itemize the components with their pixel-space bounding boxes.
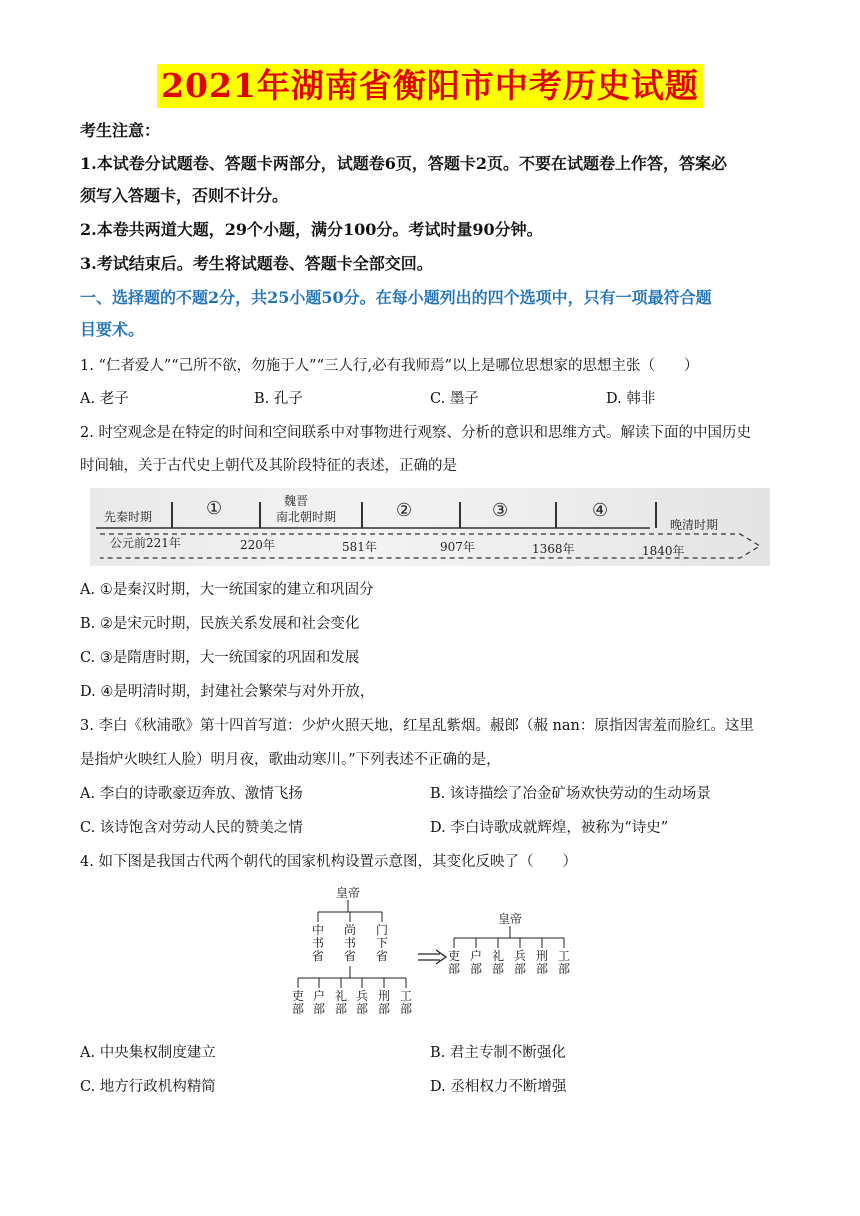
- q4-stem: 4. 如下图是我国古代两个朝代的国家机构设置示意图，其变化反映了（ ）: [80, 854, 577, 870]
- q2-option-d: D. ④是明清时期，封建社会繁荣与对外开放，: [80, 684, 375, 700]
- right-libu-label: 吏部: [447, 949, 460, 976]
- notice-item-2: 2.本卷共两道大题，29个小题，满分100分。考试时量90分钟。: [80, 220, 543, 239]
- q2-option-a: A. ①是秦汉时期，大一统国家的建立和巩固分: [80, 582, 374, 598]
- q4-option-d: D. 丞相权力不断增强: [430, 1079, 567, 1095]
- q2-option-b: B. ②是宋元时期，民族关系发展和社会变化: [80, 616, 360, 632]
- q4-option-b: B. 君主专制不断强化: [430, 1045, 566, 1061]
- zhongshu-sheng-label: 中书省: [311, 923, 324, 963]
- q3-option-d: D. 李白诗歌成就辉煌，被称为“诗史”: [430, 820, 669, 836]
- q2-stem-line-1: 2. 时空观念是在特定的时间和空间联系中对事物进行观察、分析的意识和思维方式。解读下面的中国历史: [80, 425, 751, 441]
- history-timeline-image: [90, 488, 770, 566]
- q3-option-c: C. 该诗饱含对劳动人民的赞美之情: [80, 820, 303, 836]
- timeline-label-2: ②: [396, 500, 413, 521]
- timeline-year-1368: 1368年: [532, 542, 575, 556]
- q1-option-a: A. 老子: [80, 391, 129, 407]
- right-emperor-label: 皇帝: [498, 912, 523, 926]
- left-bingbu-label: 兵部: [355, 989, 368, 1016]
- shangshu-sheng-label: 尚书省: [343, 923, 356, 963]
- right-xingbu-label: 刑部: [535, 949, 548, 976]
- left-gongbu-label: 工部: [399, 989, 412, 1016]
- q2-stem-line-2: 时间轴，关于古代史上朝代及其阶段特征的表述，正确的是: [80, 458, 457, 474]
- section-1-heading-line-2: 目要术。: [80, 320, 145, 339]
- q2-option-c: C. ③是隋唐时期，大一统国家的巩固和发展: [80, 650, 360, 666]
- double-arrow-icon: [418, 950, 446, 964]
- q1-option-d: D. 韩非: [606, 391, 656, 407]
- timeline-label-4: ④: [592, 500, 609, 521]
- q4-option-a: A. 中央集权制度建立: [80, 1045, 216, 1061]
- q3-stem-line-1: 3. 李白《秋浦歌》第十四首写道：少炉火照天地，红星乱紫烟。赧郎（赧 nan：原指因害羞而脸红。这里: [80, 718, 754, 734]
- page-title: 2021年湖南省衡阳市中考历史试题: [157, 64, 703, 108]
- left-libu-label: 吏部: [291, 989, 304, 1016]
- notice-item-3: 3.考试结束后。考生将试题卷、答题卡全部交回。: [80, 254, 433, 273]
- timeline-year-1840: 1840年: [642, 544, 685, 558]
- right-hubu-label: 户部: [469, 949, 482, 976]
- left-hubu-label: 户部: [312, 989, 325, 1016]
- right-bingbu-label: 兵部: [513, 949, 526, 976]
- notice-item-1-line-1: 1.本试卷分试题卷、答题卡两部分，试题卷6页，答题卡2页。不要在试题卷上作答，答案必: [80, 154, 727, 173]
- timeline-label-1: ①: [206, 498, 223, 519]
- section-1-heading-line-1: 一、选择题的不题2分，共25小题50分。在每小题列出的四个选项中，只有一项最符合题: [80, 288, 712, 307]
- menxia-sheng-label: 门下省: [375, 923, 388, 963]
- q3-stem-line-2: 是指炉火映红人脸）明月夜，歌曲动寒川。”下列表述不正确的是，: [80, 752, 501, 768]
- timeline-label-3: ③: [492, 500, 509, 521]
- q3-option-a: A. 李白的诗歌豪迈奔放、激情飞扬: [80, 786, 303, 802]
- q1-option-b: B. 孔子: [254, 391, 303, 407]
- timeline-year-221bc: 公元前221年: [110, 536, 181, 550]
- q3-option-b: B. 该诗描绘了冶金矿场欢快劳动的生动场景: [430, 786, 711, 802]
- right-libu-rites-label: 礼部: [491, 949, 504, 976]
- left-xingbu-label: 刑部: [377, 989, 390, 1016]
- q1-stem: 1. “仁者爱人”“己所不欲，勿施于人”“三人行,必有我师焉”以上是哪位思想家的思想主张（ ）: [80, 358, 699, 374]
- timeline-label-weijin: 魏晋: [284, 494, 309, 508]
- government-structure-diagram: [288, 880, 588, 1030]
- timeline-label-xianqin: 先秦时期: [104, 510, 153, 524]
- timeline-year-220: 220年: [240, 538, 275, 552]
- q4-option-c: C. 地方行政机构精简: [80, 1079, 216, 1095]
- right-gongbu-label: 工部: [557, 949, 570, 976]
- q1-option-c: C. 墨子: [430, 391, 479, 407]
- left-emperor-label: 皇帝: [336, 886, 361, 900]
- notice-heading: 考生注意：: [80, 121, 161, 140]
- timeline-label-nanbeichao: 南北朝时期: [276, 510, 337, 524]
- notice-item-1-line-2: 须写入答题卡，否则不计分。: [80, 186, 289, 205]
- timeline-year-907: 907年: [440, 540, 475, 554]
- left-libu-rites-label: 礼部: [334, 989, 347, 1016]
- timeline-year-581: 581年: [342, 540, 377, 554]
- timeline-label-wanqing: 晚清时期: [670, 518, 719, 532]
